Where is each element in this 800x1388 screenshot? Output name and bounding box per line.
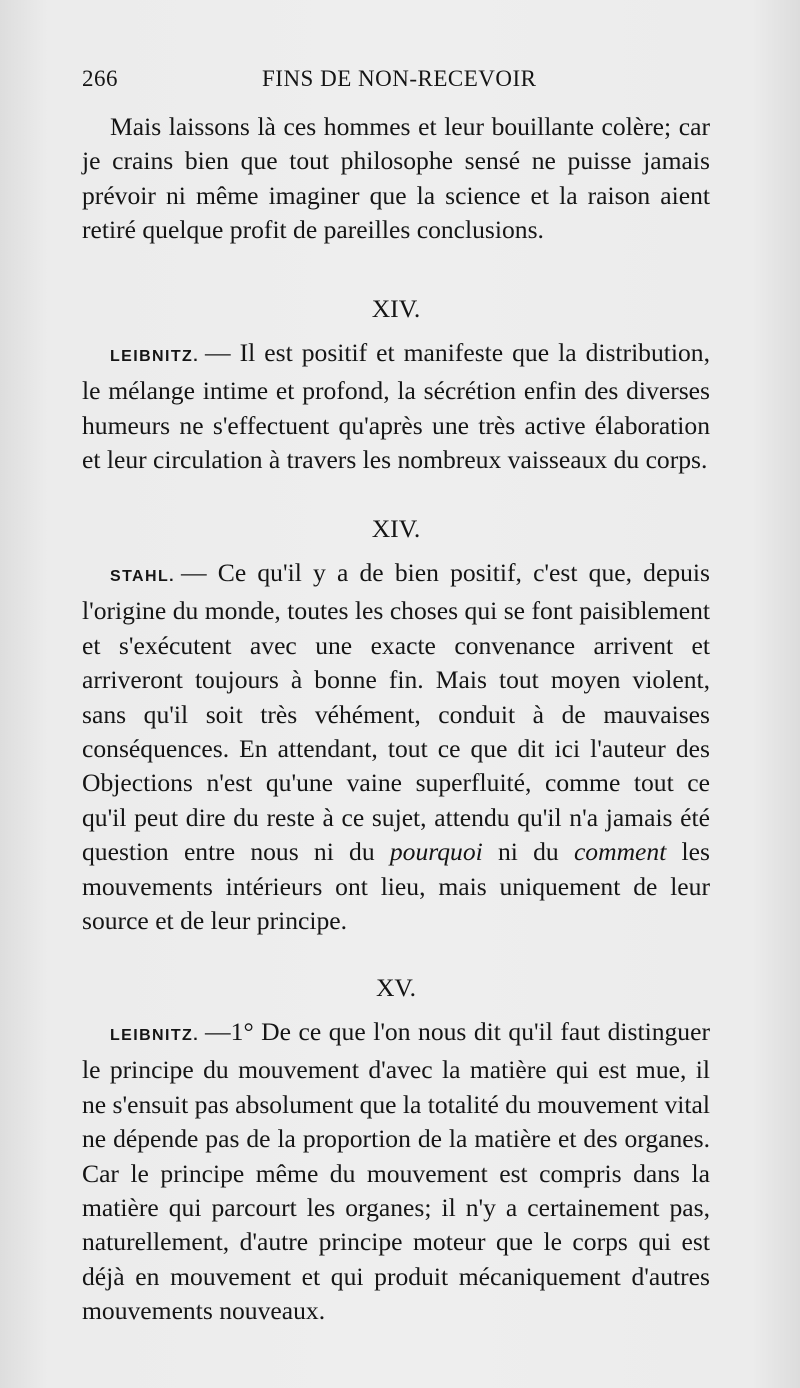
speaker-name: LEIBNITZ.	[110, 1026, 200, 1044]
page-number: 266	[82, 66, 118, 91]
section-number: XIV.	[371, 513, 421, 543]
paragraph-text: les mouvements intérieurs ont lieu, mais uniquement de leur source et de leur principe.	[82, 837, 710, 936]
em-dash: —	[205, 1016, 231, 1046]
paragraph-text: Ce qu'il y a de bien positif, c'est que, depuis l'origine du monde, toutes les choses qui se font paisiblement et s'exécutent avec une exacte convenance arrivent et arriveront toujours à bonne fin. Mais tout moyen violent, sans qu'il soit très véhément, conduit à de mauvaises conséquences. En attendant, tout ce que dit ici l'auteur des Objections n'est qu'une vaine superfluité, comme tout ce qu'il peut dire du reste à ce sujet, attendu qu'il n'a jamais été question entre nous ni du	[82, 558, 711, 867]
em-dash: —	[181, 558, 207, 588]
section-paragraph	[82, 1015, 710, 1329]
speaker-name: STAHL.	[110, 568, 175, 586]
paragraph-text: Il est positif et manifeste que la distribution, le mélange intime et profond, la sécrétion enfin des diverses humeurs ne s'effectuent qu'après une très active élaboration et leur circulation à travers les nombreux vaisseaux du corps.	[82, 338, 710, 475]
section-paragraph	[82, 336, 710, 478]
italic-word: comment	[573, 837, 667, 867]
em-dash: —	[205, 338, 231, 368]
section-number: XV.	[375, 972, 417, 1002]
opening-paragraph: Mais laissons là ces hommes et leur bouillante colère; car je crains bien que tout philosophe sensé ne puisse jamais prévoir ni même imaginer que la science et la raison aient retiré quelque profit de pareilles conclusions.	[82, 112, 710, 245]
italic-word: pourquoi	[389, 837, 483, 867]
section-paragraph	[82, 556, 710, 938]
running-title: FINS DE NON-RECEVOIR	[262, 66, 537, 91]
section-number: XIV.	[371, 293, 421, 323]
page-body	[82, 110, 710, 1329]
page-header	[82, 66, 712, 100]
speaker-name: LEIBNITZ.	[110, 348, 200, 366]
paragraph-text: ni du	[482, 837, 574, 867]
paragraph-text: 1° De ce que l'on nous dit qu'il faut distinguer le principe du mouvement d'avec la matière qui est mue, il ne s'ensuit pas absolument que la totalité du mouvement vital ne dépende pas de la proportion de la matière et des organes. Car le principe même du mouvement est compris dans la matière qui parcourt les organes; il n'y a certainement pas, naturellement, d'autre principe moteur que le corps qui est déjà en mouvement et qui produit mécaniquement d'autres mouvements nouveaux.	[82, 1016, 710, 1326]
